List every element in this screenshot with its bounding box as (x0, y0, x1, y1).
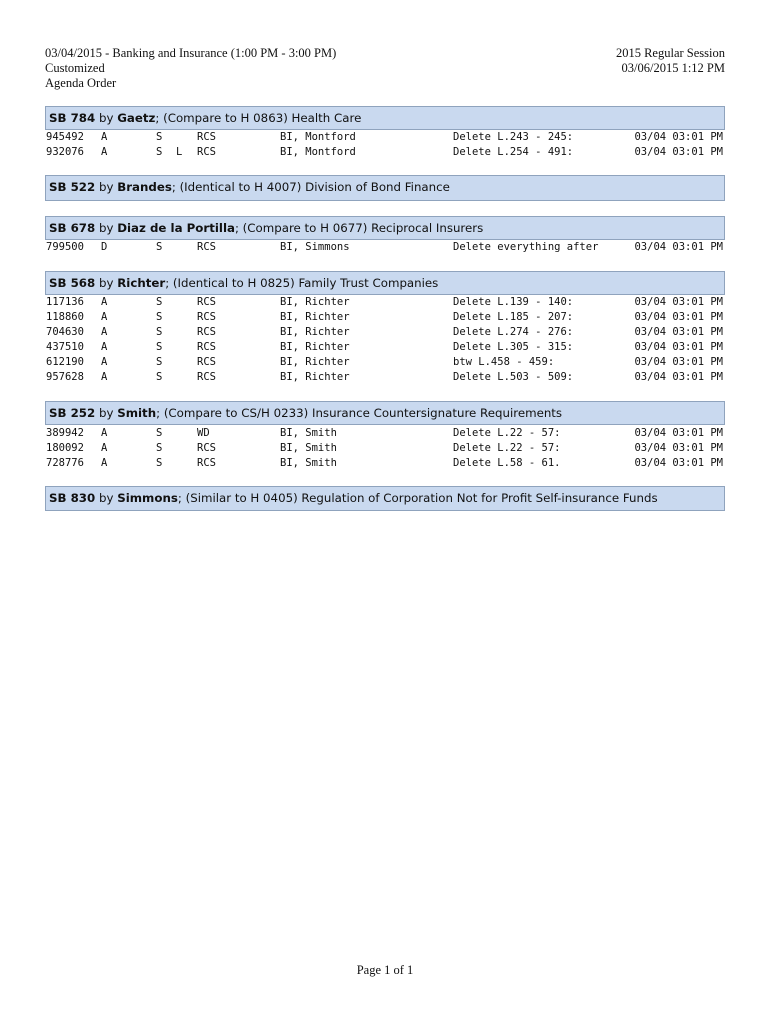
amendment-time: 03/04 03:01 PM (634, 427, 723, 439)
amendment-row (45, 325, 725, 340)
amendment-status: WD (197, 427, 210, 439)
amendment-row (45, 340, 725, 355)
amendment-status: RCS (197, 241, 216, 253)
bill-number: SB 678 (49, 221, 96, 235)
bill-sponsor: Gaetz (117, 111, 156, 125)
amendment-status: RCS (197, 296, 216, 308)
amendment-sponsor: BI, Richter (280, 371, 350, 383)
amendment-row (45, 441, 725, 456)
bill-number: SB 252 (49, 406, 96, 420)
amendment-type: A (101, 296, 108, 308)
amendment-id: 180092 (46, 442, 84, 454)
amendment-id: 612190 (46, 356, 84, 368)
amendment-status: RCS (197, 146, 216, 158)
amendment-chamber: S (156, 241, 163, 253)
amendment-chamber: S (156, 356, 163, 368)
amendment-type: A (101, 457, 108, 469)
amendment-chamber: S (156, 371, 163, 383)
amendment-status: RCS (197, 326, 216, 338)
amendment-chamber: S (156, 427, 163, 439)
bill-by: by (95, 406, 118, 420)
amendment-chamber: S (156, 442, 163, 454)
amendment-row (45, 370, 725, 385)
bill-header (45, 106, 725, 130)
amendment-description: Delete L.185 - 207: (453, 311, 574, 323)
amendment-time: 03/04 03:01 PM (634, 442, 723, 454)
bill-description: ; (Compare to H 0863) Health Care (155, 111, 362, 125)
amendment-status: RCS (197, 356, 216, 368)
amendment-chamber: S (156, 296, 163, 308)
amendment-sponsor: BI, Smith (280, 457, 337, 469)
amendment-chamber: S (156, 457, 163, 469)
bill-sponsor: Diaz de la Portilla (117, 221, 235, 235)
amendment-type: A (101, 326, 108, 338)
amendment-sponsor: BI, Montford (280, 131, 356, 143)
bill-number: SB 522 (49, 180, 96, 194)
amendment-type: A (101, 146, 108, 158)
amendment-flag: L (176, 146, 183, 158)
amendment-row (45, 310, 725, 325)
amendment-sponsor: BI, Richter (280, 341, 350, 353)
bill-description: ; (Compare to H 0677) Reciprocal Insurers (234, 221, 484, 235)
amendment-id: 932076 (46, 146, 84, 158)
amendment-id: 728776 (46, 457, 84, 469)
amendment-description: Delete L.22 - 57: (453, 442, 561, 454)
amendment-chamber: S (156, 341, 163, 353)
amendment-type: A (101, 311, 108, 323)
amendment-sponsor: BI, Richter (280, 296, 350, 308)
bill-sponsor: Brandes (117, 180, 172, 194)
amendment-description: Delete L.243 - 245: (453, 131, 574, 143)
amendment-row (45, 456, 725, 471)
amendment-type: A (101, 427, 108, 439)
bill-description: ; (Similar to H 0405) Regulation of Corporation Not for Profit Self-insurance Funds (177, 491, 658, 505)
bill-description: ; (Identical to H 4007) Division of Bond Finance (171, 180, 450, 194)
amendment-type: A (101, 356, 108, 368)
amendment-chamber: S (156, 146, 163, 158)
bill-header (45, 216, 725, 240)
amendment-type: A (101, 442, 108, 454)
bill-sponsor: Simmons (117, 491, 178, 505)
report-type: Customized (45, 61, 105, 75)
amendment-id: 704630 (46, 326, 84, 338)
bill-sponsor: Smith (117, 406, 157, 420)
amendment-sponsor: BI, Richter (280, 356, 350, 368)
amendment-type: D (101, 241, 108, 253)
bill-number: SB 784 (49, 111, 96, 125)
amendment-time: 03/04 03:01 PM (634, 356, 723, 368)
bill-by: by (95, 491, 118, 505)
amendment-chamber: S (156, 311, 163, 323)
amendment-sponsor: BI, Smith (280, 427, 337, 439)
report-timestamp: 03/06/2015 1:12 PM (621, 61, 725, 75)
bill-sponsor: Richter (117, 276, 166, 290)
amendment-description: Delete L.503 - 509: (453, 371, 574, 383)
amendment-id: 117136 (46, 296, 84, 308)
amendment-id: 437510 (46, 341, 84, 353)
amendment-description: Delete L.22 - 57: (453, 427, 561, 439)
amendment-time: 03/04 03:01 PM (634, 146, 723, 158)
amendment-id: 945492 (46, 131, 84, 143)
bill-number: SB 568 (49, 276, 96, 290)
amendment-description: Delete L.254 - 491: (453, 146, 574, 158)
amendment-row (45, 145, 725, 160)
amendment-chamber: S (156, 131, 163, 143)
amendment-row (45, 355, 725, 370)
amendment-time: 03/04 03:01 PM (634, 371, 723, 383)
amendment-id: 389942 (46, 427, 84, 439)
amendment-status: RCS (197, 457, 216, 469)
bill-by: by (95, 111, 118, 125)
amendment-id: 799500 (46, 241, 84, 253)
amendment-description: Delete everything after (453, 241, 599, 253)
amendment-time: 03/04 03:01 PM (634, 131, 723, 143)
amendment-chamber: S (156, 326, 163, 338)
bill-header (45, 271, 725, 295)
amendment-status: RCS (197, 371, 216, 383)
amendment-row (45, 426, 725, 441)
amendment-time: 03/04 03:01 PM (634, 457, 723, 469)
bill-by: by (95, 276, 118, 290)
amendment-sponsor: BI, Smith (280, 442, 337, 454)
amendment-description: Delete L.305 - 315: (453, 341, 574, 353)
bill-by: by (95, 180, 118, 194)
amendment-description: Delete L.58 - 61. (453, 457, 561, 469)
amendment-row (45, 130, 725, 145)
amendment-row (45, 295, 725, 310)
bill-header (45, 175, 725, 201)
amendment-status: RCS (197, 311, 216, 323)
amendment-row (45, 240, 725, 255)
bill-header (45, 401, 725, 425)
amendment-time: 03/04 03:01 PM (634, 341, 723, 353)
amendment-status: RCS (197, 341, 216, 353)
amendment-sponsor: BI, Montford (280, 146, 356, 158)
amendment-sponsor: BI, Richter (280, 326, 350, 338)
amendment-type: A (101, 371, 108, 383)
report-header-right (616, 46, 725, 76)
amendment-id: 118860 (46, 311, 84, 323)
amendment-description: Delete L.139 - 140: (453, 296, 574, 308)
bill-header (45, 486, 725, 511)
amendment-status: RCS (197, 442, 216, 454)
amendment-sponsor: BI, Richter (280, 311, 350, 323)
amendment-time: 03/04 03:01 PM (634, 326, 723, 338)
amendment-description: btw L.458 - 459: (453, 356, 555, 368)
amendment-status: RCS (197, 131, 216, 143)
amendment-sponsor: BI, Simmons (280, 241, 350, 253)
report-order: Agenda Order (45, 76, 117, 90)
bill-by: by (95, 221, 118, 235)
page-number: Page 1 of 1 (356, 963, 414, 977)
amendment-id: 957628 (46, 371, 84, 383)
amendment-time: 03/04 03:01 PM (634, 241, 723, 253)
meeting-title: 03/04/2015 - Banking and Insurance (1:00 PM - 3:00 PM) (45, 46, 337, 60)
amendment-time: 03/04 03:01 PM (634, 311, 723, 323)
amendment-description: Delete L.274 - 276: (453, 326, 574, 338)
session-name: 2015 Regular Session (615, 46, 725, 60)
bill-description: ; (Compare to CS/H 0233) Insurance Countersignature Requirements (156, 406, 563, 420)
amendment-type: A (101, 341, 108, 353)
bill-description: ; (Identical to H 0825) Family Trust Companies (165, 276, 439, 290)
amendment-time: 03/04 03:01 PM (634, 296, 723, 308)
bill-number: SB 830 (49, 491, 96, 505)
amendment-type: A (101, 131, 108, 143)
report-header-left (45, 46, 336, 91)
